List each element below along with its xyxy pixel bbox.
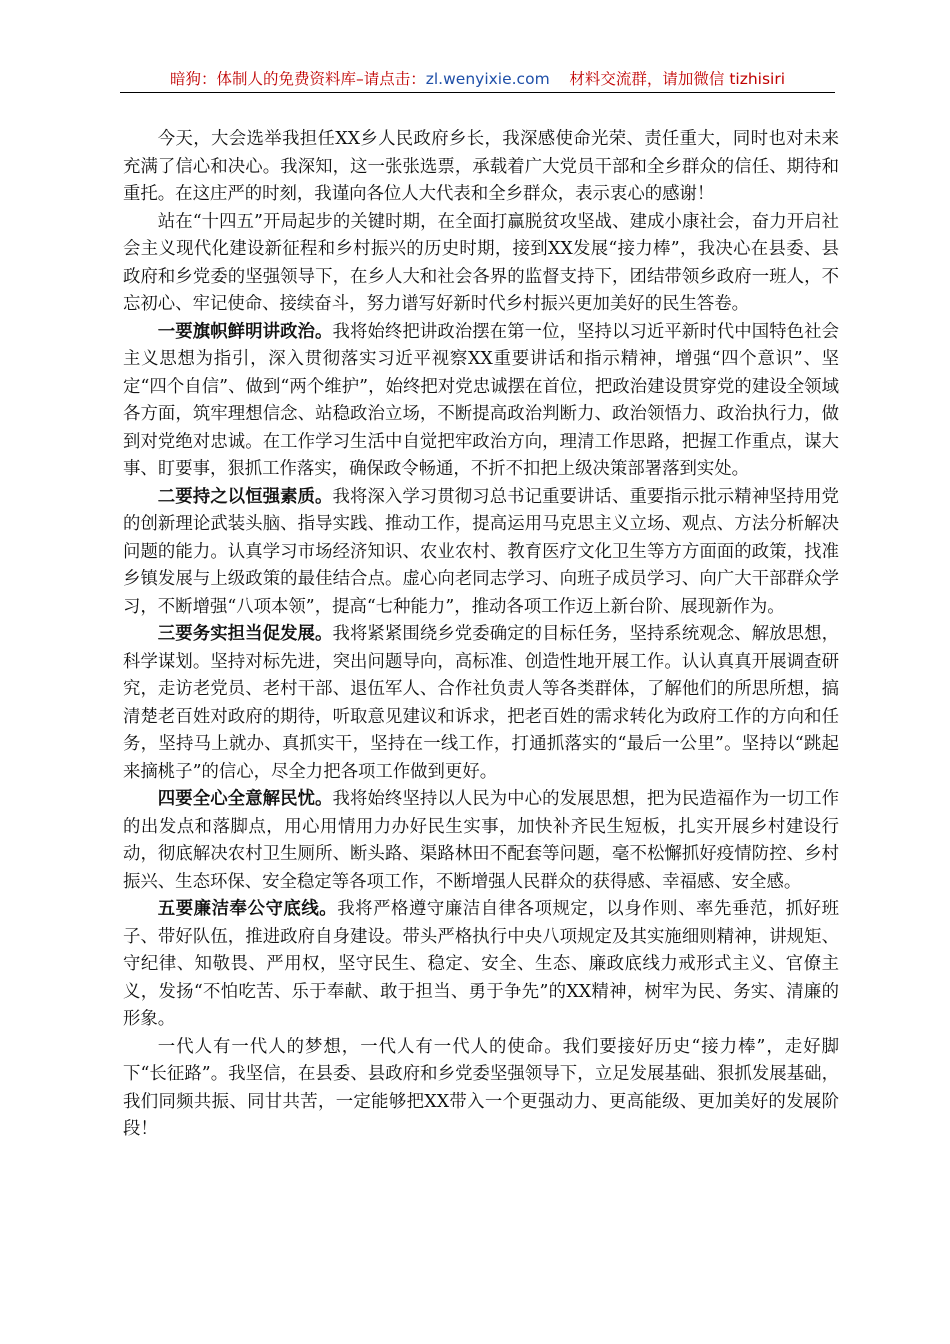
paragraph-text: 我将深入学习贯彻习总书记重要讲话、重要指示批示精神坚持用党的创新理论武装头脑、指导实践、推动工作，提高运用马克思主义立场、观点、方法分析解决问题的能力。认真学习市场经济知识、农业农村、教育医疗文化卫生等方方面面的政策，找准乡镇发展与上级政策的最佳结合点。虚心向老同志学习、向班子成员学习、向广大干部群众学习，不断增强“八项本领”，提高“七种能力”，推动各项工作迈上新台阶、展现新作为。: [123, 486, 839, 617]
paragraph-7: [123, 896, 839, 1034]
paragraph-8: [123, 1034, 839, 1144]
paragraph-3: [123, 319, 839, 484]
page-header: [120, 66, 835, 93]
paragraph-5: [123, 621, 839, 786]
document-body: [123, 126, 839, 1144]
header-contact: 材料交流群，请加微信 tizhisiri: [569, 70, 786, 88]
paragraph-lead: 五要廉洁奉公守底线。: [157, 899, 338, 919]
paragraph-lead: 二要持之以恒强素质。: [157, 486, 333, 507]
paragraph-lead: 一要旗帜鲜明讲政治。: [157, 321, 333, 342]
paragraph-1: [123, 126, 839, 209]
paragraph-lead: 三要务实担当促发展。: [157, 624, 333, 644]
paragraph-text: 我将始终坚持以人民为中心的发展思想，把为民造福作为一切工作的出发点和落脚点，用心用情用力办好民生实事，加快补齐民生短板，扎实开展乡村建设行动，彻底解决农村卫生厕所、断头路、渠路林田不配套等问题，毫不松懈抓好疫情防控、乡村振兴、生态环保、安全稳定等各项工作，不断增强人民群众的获得感、幸福感、安全感。: [123, 789, 839, 892]
paragraph-text: 今天，大会选举我担任XX乡人民政府乡长，我深感使命光荣、责任重大，同时也对未来充满了信心和决心。我深知，这一张张选票，承载着广大党员干部和全乡群众的信任、期待和重托。在这庄严的时刻，我谨向各位人大代表和全乡群众，表示衷心的感谢！: [123, 129, 839, 204]
header-click-prompt: –请点击：: [355, 70, 426, 88]
header-link[interactable]: zl.wenyixie.com: [425, 70, 550, 88]
header-spacer: [550, 70, 570, 88]
header-brand: 暗狗：体制人的免费资料库: [169, 70, 356, 88]
paragraph-text: 我将紧紧围绕乡党委确定的目标任务，坚持系统观念、解放思想，科学谋划。坚持对标先进，突出问题导向，高标准、创造性地开展工作。认认真真开展调查研究，走访老党员、老村干部、退伍军人、合作社负责人等各类群体，了解他们的所思所想，搞清楚老百姓对政府的期待，听取意见建议和诉求，把老百姓的需求转化为政府工作的方向和任务，坚持马上就办、真抓实干，坚持在一线工作，打通抓落实的“最后一公里”。坚持以“跳起来摘桃子”的信心，尽全力把各项工作做到更好。: [123, 624, 839, 782]
paragraph-text: 我将严格遵守廉洁自律各项规定，以身作则、率先垂范，抓好班子、带好队伍，推进政府自身建设。带头严格执行中央八项规定及其实施细则精神，讲规矩、守纪律、知敬畏、严用权，坚守民生、稳定、安全、生态、廉政底线力戒形式主义、官僚主义，发扬“不怕吃苦、乐于奉献、敢于担当、勇于争先”的XX精神，树牢为民、务实、清廉的形象。: [123, 899, 839, 1029]
paragraph-text: 一代人有一代人的梦想，一代人有一代人的使命。我们要接好历史“接力棒”，走好脚下“长征路”。我坚信，在县委、县政府和乡党委坚强领导下，立足发展基础、狠抓发展基础，我们同频共振、同甘共苦，一定能够把XX带入一个更强动力、更高能级、更加美好的发展阶段！: [123, 1036, 839, 1139]
paragraph-4: [123, 484, 839, 622]
paragraph-6: [123, 786, 839, 896]
paragraph-text: 我将始终把讲政治摆在第一位，坚持以习近平新时代中国特色社会主义思想为指引，深入贯彻落实习近平视察XX重要讲话和指示精神，增强“四个意识”、坚定“四个自信”、做到“两个维护”，始终把对党忠诚摆在首位，把政治建设贯穿党的建设全领域各方面，筑牢理想信念、站稳政治立场，不断提高政治判断力、政治领悟力、政治执行力，做到对党绝对忠诚。在工作学习生活中自觉把牢政治方向，理清工作思路，把握工作重点，谋大事、盯要事，狠抓工作落实，确保政令畅通，不折不扣把上级决策部署落到实处。: [123, 321, 839, 479]
paragraph-2: [123, 209, 839, 319]
paragraph-lead: 四要全心全意解民忧。: [157, 789, 333, 809]
paragraph-text: 站在“十四五”开局起步的关键时期，在全面打赢脱贫攻坚战、建成小康社会，奋力开启社会主义现代化建设新征程和乡村振兴的历史时期，接到XX发展“接力棒”，我决心在县委、县政府和乡党委的坚强领导下，在乡人大和社会各界的监督支持下，团结带领乡政府一班人，不忘初心、牢记使命、接续奋斗，努力谱写好新时代乡村振兴更加美好的民生答卷。: [123, 211, 839, 314]
